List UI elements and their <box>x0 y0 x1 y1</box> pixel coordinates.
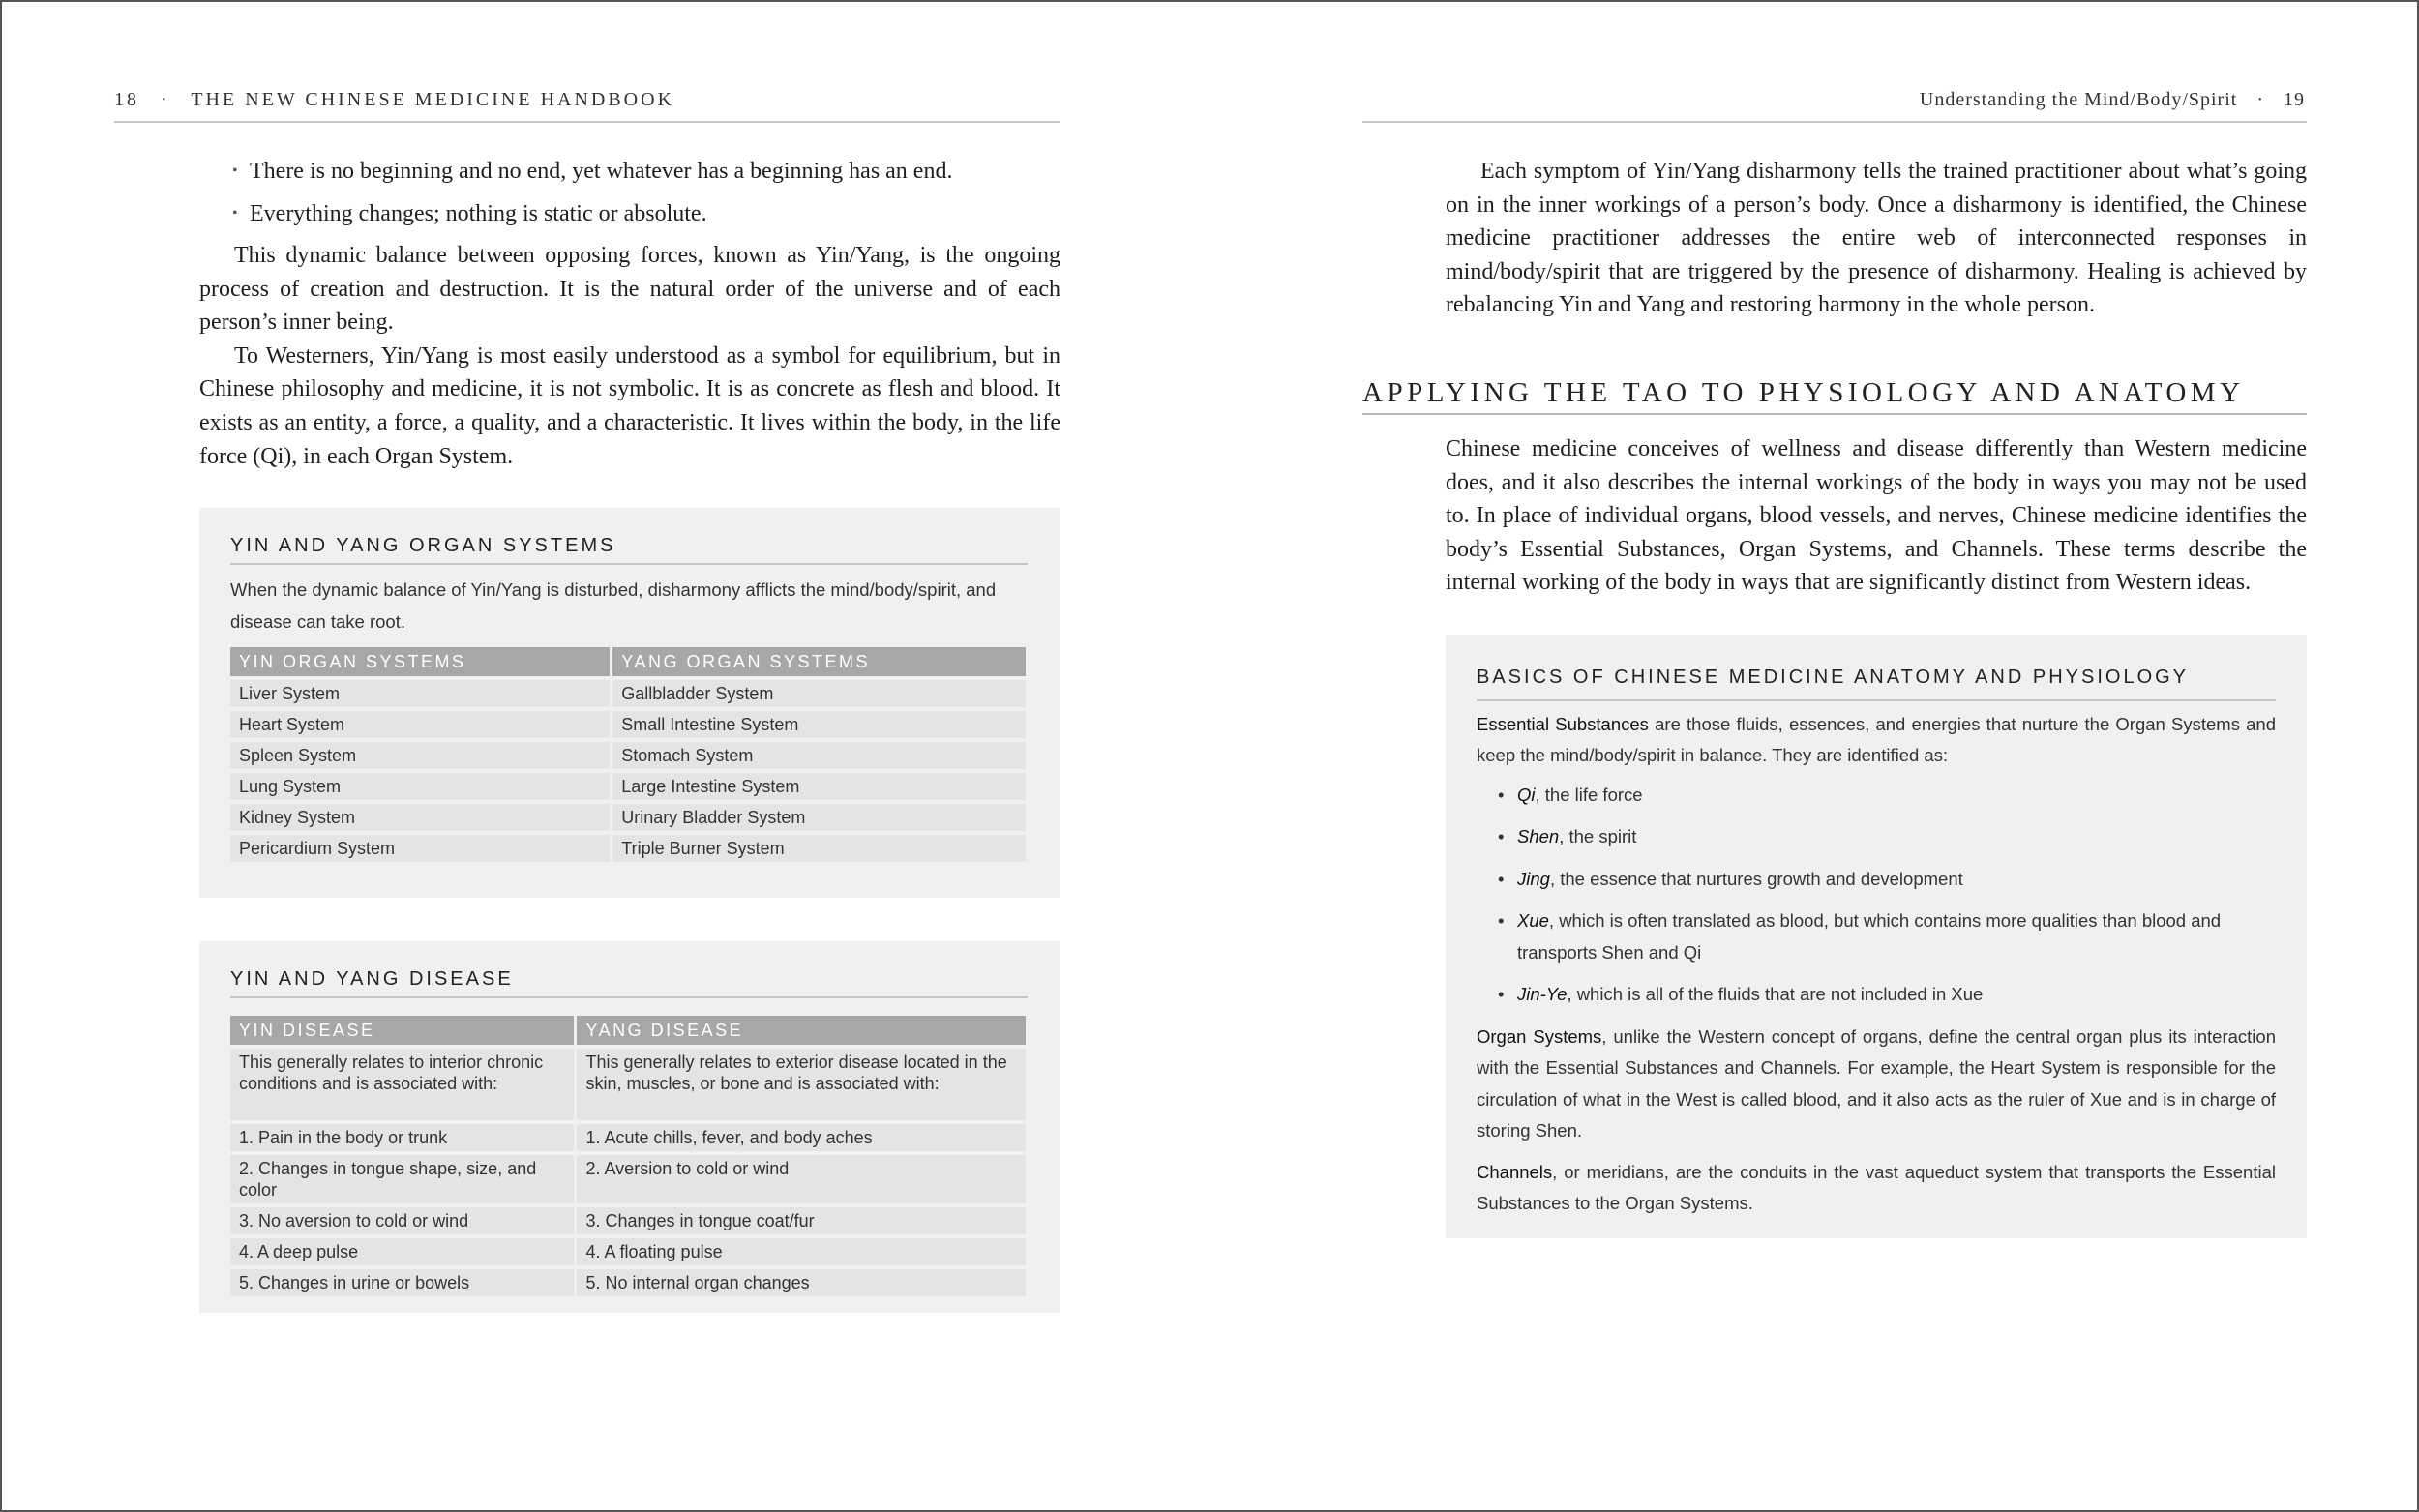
table-row <box>230 1124 1026 1151</box>
table-row <box>230 804 1026 831</box>
table-cell: Kidney System <box>230 804 610 831</box>
basics-sidebar <box>1446 635 2307 1238</box>
bullet-item: • Everything changes; nothing is static or absolute. <box>232 197 1060 231</box>
paragraph: Each symptom of Yin/Yang disharmony tells the trained practitioner about what’s going on in the inner workings of a person’s body. Once a disharmony is identified, the Chinese medicine practitioner addresses the entire web of interconnected responses in mind/body/spirit that are triggered by the presence of disharmony. Healing is achieved by rebalancing Yin and Yang and restoring harmony in the whole person. <box>1446 159 2307 318</box>
table-cell: 4. A deep pulse <box>230 1238 574 1265</box>
sidebar-title: YIN AND YANG ORGAN SYSTEMS <box>230 535 1028 565</box>
table-cell: Lung System <box>230 773 610 800</box>
list-item <box>1498 780 2276 812</box>
page-number: 18 <box>114 89 139 110</box>
body-text <box>1446 432 2307 600</box>
chapter-title: Understanding the Mind/Body/Spirit <box>1919 89 2238 110</box>
table-cell: Spleen System <box>230 742 610 769</box>
definition: are those fluids, essences, and energies that nurture the Organ Systems and keep the mind/body/spirit in balance. They are identified as: <box>1477 713 2277 765</box>
page-number: 19 <box>2284 89 2305 110</box>
table-row <box>230 742 1026 769</box>
table-row <box>230 1269 1026 1296</box>
list-item <box>1498 821 2276 853</box>
sidebar-title: YIN AND YANG DISEASE <box>230 968 1028 998</box>
term: Shen <box>1517 826 1560 846</box>
term: Essential Substances <box>1477 713 1649 734</box>
table-cell: This generally relates to exterior disease located in the skin, muscles, or bone and is associated with: <box>577 1049 1026 1120</box>
paragraph: This dynamic balance between opposing forces, known as Yin/Yang, is the ongoing process of creation and destruction. It is the natural order of the universe and of each person’s inner being. <box>199 243 1060 336</box>
table-cell: 3. Changes in tongue coat/fur <box>577 1207 1026 1234</box>
disease-table <box>227 1012 1029 1300</box>
table-cell: This generally relates to interior chronic conditions and is associated with: <box>230 1049 574 1120</box>
substances-list <box>1498 780 2276 1011</box>
table-cell: Heart System <box>230 711 610 738</box>
table-row <box>230 835 1026 862</box>
sidebar-intro: When the dynamic balance of Yin/Yang is disturbed, disharmony afflicts the mind/body/spirit, and disease can take root. <box>230 579 997 632</box>
table-cell: 4. A floating pulse <box>577 1238 1026 1265</box>
bullet-item: • There is no beginning and no end, yet whatever has a beginning has an end. <box>232 155 1060 189</box>
term: Xue <box>1517 910 1549 931</box>
definition: , the spirit <box>1559 826 1637 846</box>
bullet-list <box>232 155 1060 230</box>
organ-systems-table <box>227 643 1029 866</box>
term: Jing <box>1517 868 1550 889</box>
intro-text <box>1446 155 2307 322</box>
term: Channels <box>1477 1161 1553 1182</box>
definition: , or meridians, are the conduits in the vast aqueduct system that transports the Essential Substances to the Organ Systems. <box>1477 1161 2276 1213</box>
column-header: YANG DISEASE <box>577 1016 1026 1045</box>
list-item <box>1498 864 2276 896</box>
term: Qi <box>1517 784 1536 805</box>
table-row <box>230 711 1026 738</box>
header-rule <box>1362 121 2307 123</box>
table-cell: 3. No aversion to cold or wind <box>230 1207 574 1234</box>
table-cell: 2. Aversion to cold or wind <box>577 1155 1026 1203</box>
table-cell: Small Intestine System <box>612 711 1026 738</box>
table-cell: Large Intestine System <box>612 773 1026 800</box>
channels-text <box>1477 1157 2276 1220</box>
organ-systems-sidebar <box>199 508 1060 898</box>
table-cell: 1. Acute chills, fever, and body aches <box>577 1124 1026 1151</box>
table-cell: Urinary Bladder System <box>612 804 1026 831</box>
table-row <box>230 1207 1026 1234</box>
table-cell: Pericardium System <box>230 835 610 862</box>
paragraph: To Westerners, Yin/Yang is most easily understood as a symbol for equilibrium, but in Chinese philosophy and medicine, it is not symbolic. It is as concrete as flesh and blood. It exists as an entity, a force, a quality, and a characteristic. It lives within the body, in the life force (Qi), in each Organ System. <box>199 342 1060 469</box>
disease-sidebar <box>199 941 1060 1313</box>
body-text <box>199 239 1060 473</box>
organ-systems-text <box>1477 1022 2276 1147</box>
table-cell: Stomach System <box>612 742 1026 769</box>
right-running-head: Understanding the Mind/Body/Spirit · 19 <box>1919 89 2305 110</box>
definition: , which is often translated as blood, but which contains more qualities than blood and transports Shen and Qi <box>1517 910 2222 963</box>
table-cell: 5. Changes in urine or bowels <box>230 1269 574 1296</box>
table-row <box>230 1049 1026 1120</box>
table-row <box>230 1238 1026 1265</box>
list-item <box>1498 905 2276 968</box>
essential-substances-text <box>1477 709 2276 772</box>
book-title: THE NEW CHINESE MEDICINE HANDBOOK <box>191 89 675 110</box>
term: Organ Systems <box>1477 1025 1602 1047</box>
header-rule <box>114 121 1060 123</box>
definition: , unlike the Western concept of organs, define the central organ plus its interaction with the Essential Substances and Channels. For example, the Heart System is responsible for the circulation of what in the West is called blood, and it also acts as the ruler of Xue and is in charge of storing Shen. <box>1477 1025 2276 1141</box>
table-cell: 2. Changes in tongue shape, size, and color <box>230 1155 574 1203</box>
table-cell: Triple Burner System <box>612 835 1026 862</box>
definition: , which is all of the fluids that are not included in Xue <box>1567 984 1984 1004</box>
section-heading: APPLYING THE TAO TO PHYSIOLOGY AND ANATOMY <box>1362 377 2307 415</box>
sidebar-title: BASICS OF CHINESE MEDICINE ANATOMY AND PHYSIOLOGY <box>1477 662 2276 701</box>
table-cell: Liver System <box>230 680 610 707</box>
list-item <box>1498 979 2276 1011</box>
table-cell: 1. Pain in the body or trunk <box>230 1124 574 1151</box>
table-cell: Gallbladder System <box>612 680 1026 707</box>
definition: , the essence that nurtures growth and development <box>1549 868 1963 889</box>
table-row <box>230 680 1026 707</box>
column-header: YIN DISEASE <box>230 1016 574 1045</box>
column-header: YANG ORGAN SYSTEMS <box>612 647 1026 676</box>
term: Jin-Ye <box>1517 984 1568 1004</box>
definition: , the life force <box>1535 784 1643 805</box>
table-cell: 5. No internal organ changes <box>577 1269 1026 1296</box>
column-header: YIN ORGAN SYSTEMS <box>230 647 610 676</box>
table-row <box>230 1155 1026 1203</box>
table-row <box>230 773 1026 800</box>
left-running-head: 18 · THE NEW CHINESE MEDICINE HANDBOOK <box>114 89 675 110</box>
paragraph: Chinese medicine conceives of wellness and disease differently than Western medicine does, and it also describes the internal workings of the body in ways you may not be used to. In place of individual organs, blood vessels, and nerves, Chinese medicine identifies the body’s Essential Substances, Organ Systems, and Channels. These terms describe the internal working of the body in ways that are significantly distinct from Western ideas. <box>1446 436 2307 596</box>
